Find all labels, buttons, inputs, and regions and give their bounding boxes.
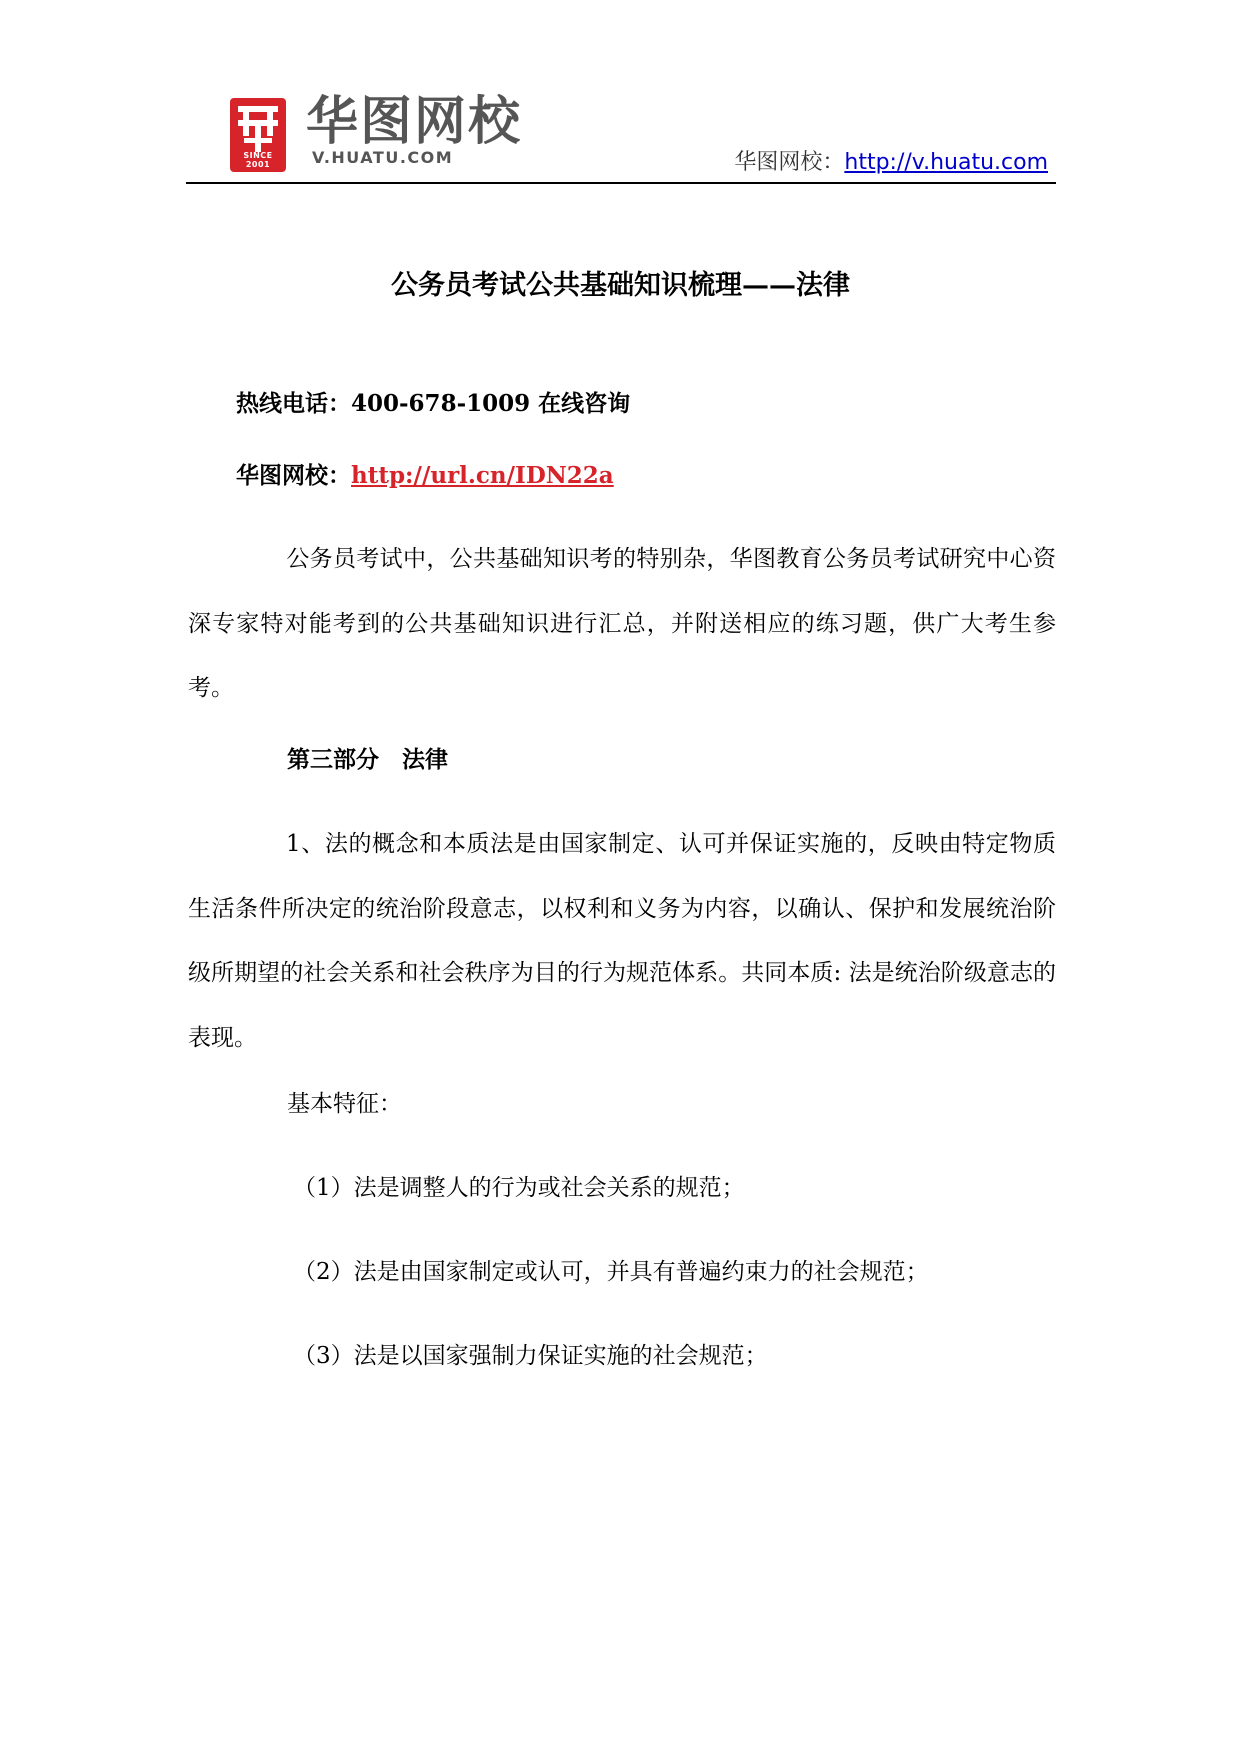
site-label: 华图网校： (236, 462, 351, 489)
hotline-number: 400-678-1009 (351, 390, 531, 417)
feature-item: （3）法是以国家强制力保证实施的社会规范； (293, 1343, 768, 1369)
header-site-label: 华图网校： (734, 150, 845, 175)
document-title: 公务员考试公共基础知识梳理——法律 (391, 270, 850, 301)
logo-brand-name: 华图网校 (306, 92, 523, 152)
page-header (186, 92, 1056, 184)
point1-paragraph (188, 812, 1056, 1070)
header-site-info (734, 145, 1048, 176)
logo-glyph (230, 98, 286, 158)
feature-item: （1）法是调整人的行为或社会关系的规范； (293, 1175, 745, 1201)
header-site-link[interactable]: http://v.huatu.com (844, 150, 1048, 175)
online-consult-link[interactable]: 在线咨询 (538, 390, 631, 417)
intro-text: 公务员考试中，公共基础知识考的特别杂，华图教育公务员考试研究中心资深专家特对能考到的公共基础知识进行汇总，并附送相应的练习题，供广大考生参考。 (188, 546, 1056, 701)
hotline-line (236, 388, 630, 420)
site-link[interactable]: http://url.cn/IDN22a (351, 462, 614, 489)
feature-item: （2）法是由国家制定或认可，并具有普遍约束力的社会规范； (293, 1259, 929, 1285)
point1-text: 1、法的概念和本质法是由国家制定、认可并保证实施的，反映由特定物质生活条件所决定的统治阶段意志，以权利和义务为内容，以确认、保护和发展统治阶级所期望的社会关系和社会秩序为目的行为规范体系。共同本质: 法是统治阶级意志的表现。 (188, 831, 1056, 1051)
logo-since-text: SINCE 2001 (243, 151, 273, 169)
huatu-logo-icon (230, 98, 286, 172)
intro-paragraph (188, 527, 1056, 721)
hotline-label: 热线电话： (236, 390, 351, 417)
site-line (236, 460, 614, 492)
features-heading: 基本特征： (287, 1091, 402, 1117)
logo-domain: V.HUATU.COM (312, 148, 454, 167)
section-heading: 第三部分 法律 (287, 746, 448, 773)
